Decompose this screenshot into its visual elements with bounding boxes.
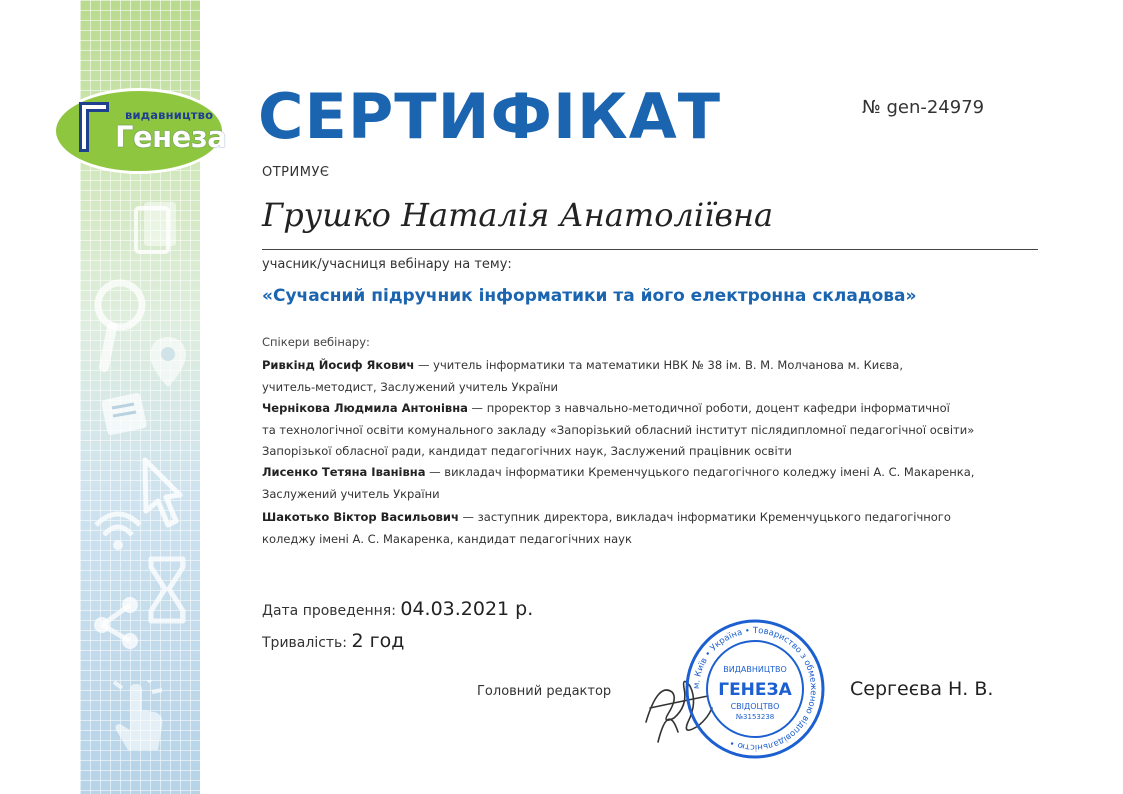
editor-label: Головний редактор	[477, 684, 612, 699]
speaker-description: — заступник директора, викладач інформатики Кременчуцького педагогічного	[458, 510, 951, 524]
receives-label: ОТРИМУЄ	[262, 165, 330, 180]
logo-small-text: видавництво	[125, 108, 214, 122]
location-pin-icon	[148, 335, 188, 390]
logo-g-mark	[75, 98, 113, 156]
speaker-name: Шакотько Віктор Васильович	[262, 510, 459, 524]
speaker-entry	[262, 462, 1042, 505]
speaker-entry	[262, 355, 1042, 398]
logo-big-text: Генеза	[115, 120, 227, 154]
speaker-name: Лисенко Тетяна Іванівна	[262, 465, 426, 479]
webinar-topic: «Сучасний підручник інформатики та його електронна складова»	[262, 286, 917, 306]
editor-name: Сергеєва Н. В.	[850, 678, 994, 700]
certificate-number: № gen-24979	[862, 97, 985, 118]
stamp-center-text: ГЕНЕЗА	[718, 680, 792, 700]
participant-label: учасник/учасниця вебінару на тему:	[262, 257, 512, 272]
speaker-entry	[262, 507, 1042, 550]
magnifier-icon	[90, 275, 150, 375]
cursor-arrow-icon	[140, 455, 190, 530]
document-icon	[102, 392, 148, 442]
stamp-ring-text: м. Київ • Україна • Товариство з обмеженою відповідальністю •	[691, 625, 819, 753]
books-icon	[130, 200, 180, 260]
event-date-value: 04.03.2021 р.	[400, 598, 534, 620]
wifi-icon	[90, 505, 146, 555]
duration-label: Тривалість:	[262, 635, 352, 651]
speaker-description: Запорізької обласної ради, кандидат педагогічних наук, Заслужений працівник освіти	[262, 444, 792, 458]
speaker-name: Ривкінд Йосиф Якович	[262, 358, 415, 372]
hourglass-icon	[145, 555, 189, 625]
event-date	[262, 598, 533, 620]
duration-value: 2 год	[351, 630, 405, 652]
recipient-name: Грушко Наталія Анатоліївна	[262, 196, 774, 234]
speaker-description: — учитель інформатики та математики НВК № 38 ім. В. М. Молчанова м. Києва,	[414, 358, 904, 372]
genesa-logo	[53, 88, 225, 174]
event-duration	[262, 630, 404, 652]
share-icon	[90, 595, 144, 651]
stamp-bottom-text: СВІДОЦТВО	[730, 702, 780, 711]
speaker-name: Чернікова Людмила Антонівна	[262, 401, 468, 415]
event-date-label: Дата проведення:	[262, 603, 401, 619]
speaker-description: учитель-методист, Заслужений учитель України	[262, 379, 558, 394]
speakers-label: Спікери вебінару:	[262, 335, 370, 349]
certificate-title: СЕРТИФІКАТ	[258, 80, 721, 153]
speaker-entry	[262, 398, 1042, 463]
speaker-description: — проректор з навчально-методичної роботи, доцент кафедри інформатичної	[467, 401, 950, 415]
speaker-description: Заслужений учитель України	[262, 486, 440, 501]
stamp-number: №3153238	[735, 713, 775, 721]
speaker-description: — викладач інформатики Кременчуцького педагогічного коледжу імені А. С. Макаренка,	[425, 465, 975, 479]
speaker-description: коледжу імені А. С. Макаренка, кандидат педагогічних наук	[262, 531, 632, 546]
speaker-description: та технологічної освіти комунального закладу «Запорізький обласний інститут післядипломної педагогічної освіти»	[262, 422, 975, 437]
name-underline	[262, 249, 1038, 250]
publisher-stamp	[684, 618, 826, 760]
tap-hand-icon	[108, 680, 172, 760]
stamp-top-text: ВИДАВНИЦТВО	[723, 665, 787, 674]
